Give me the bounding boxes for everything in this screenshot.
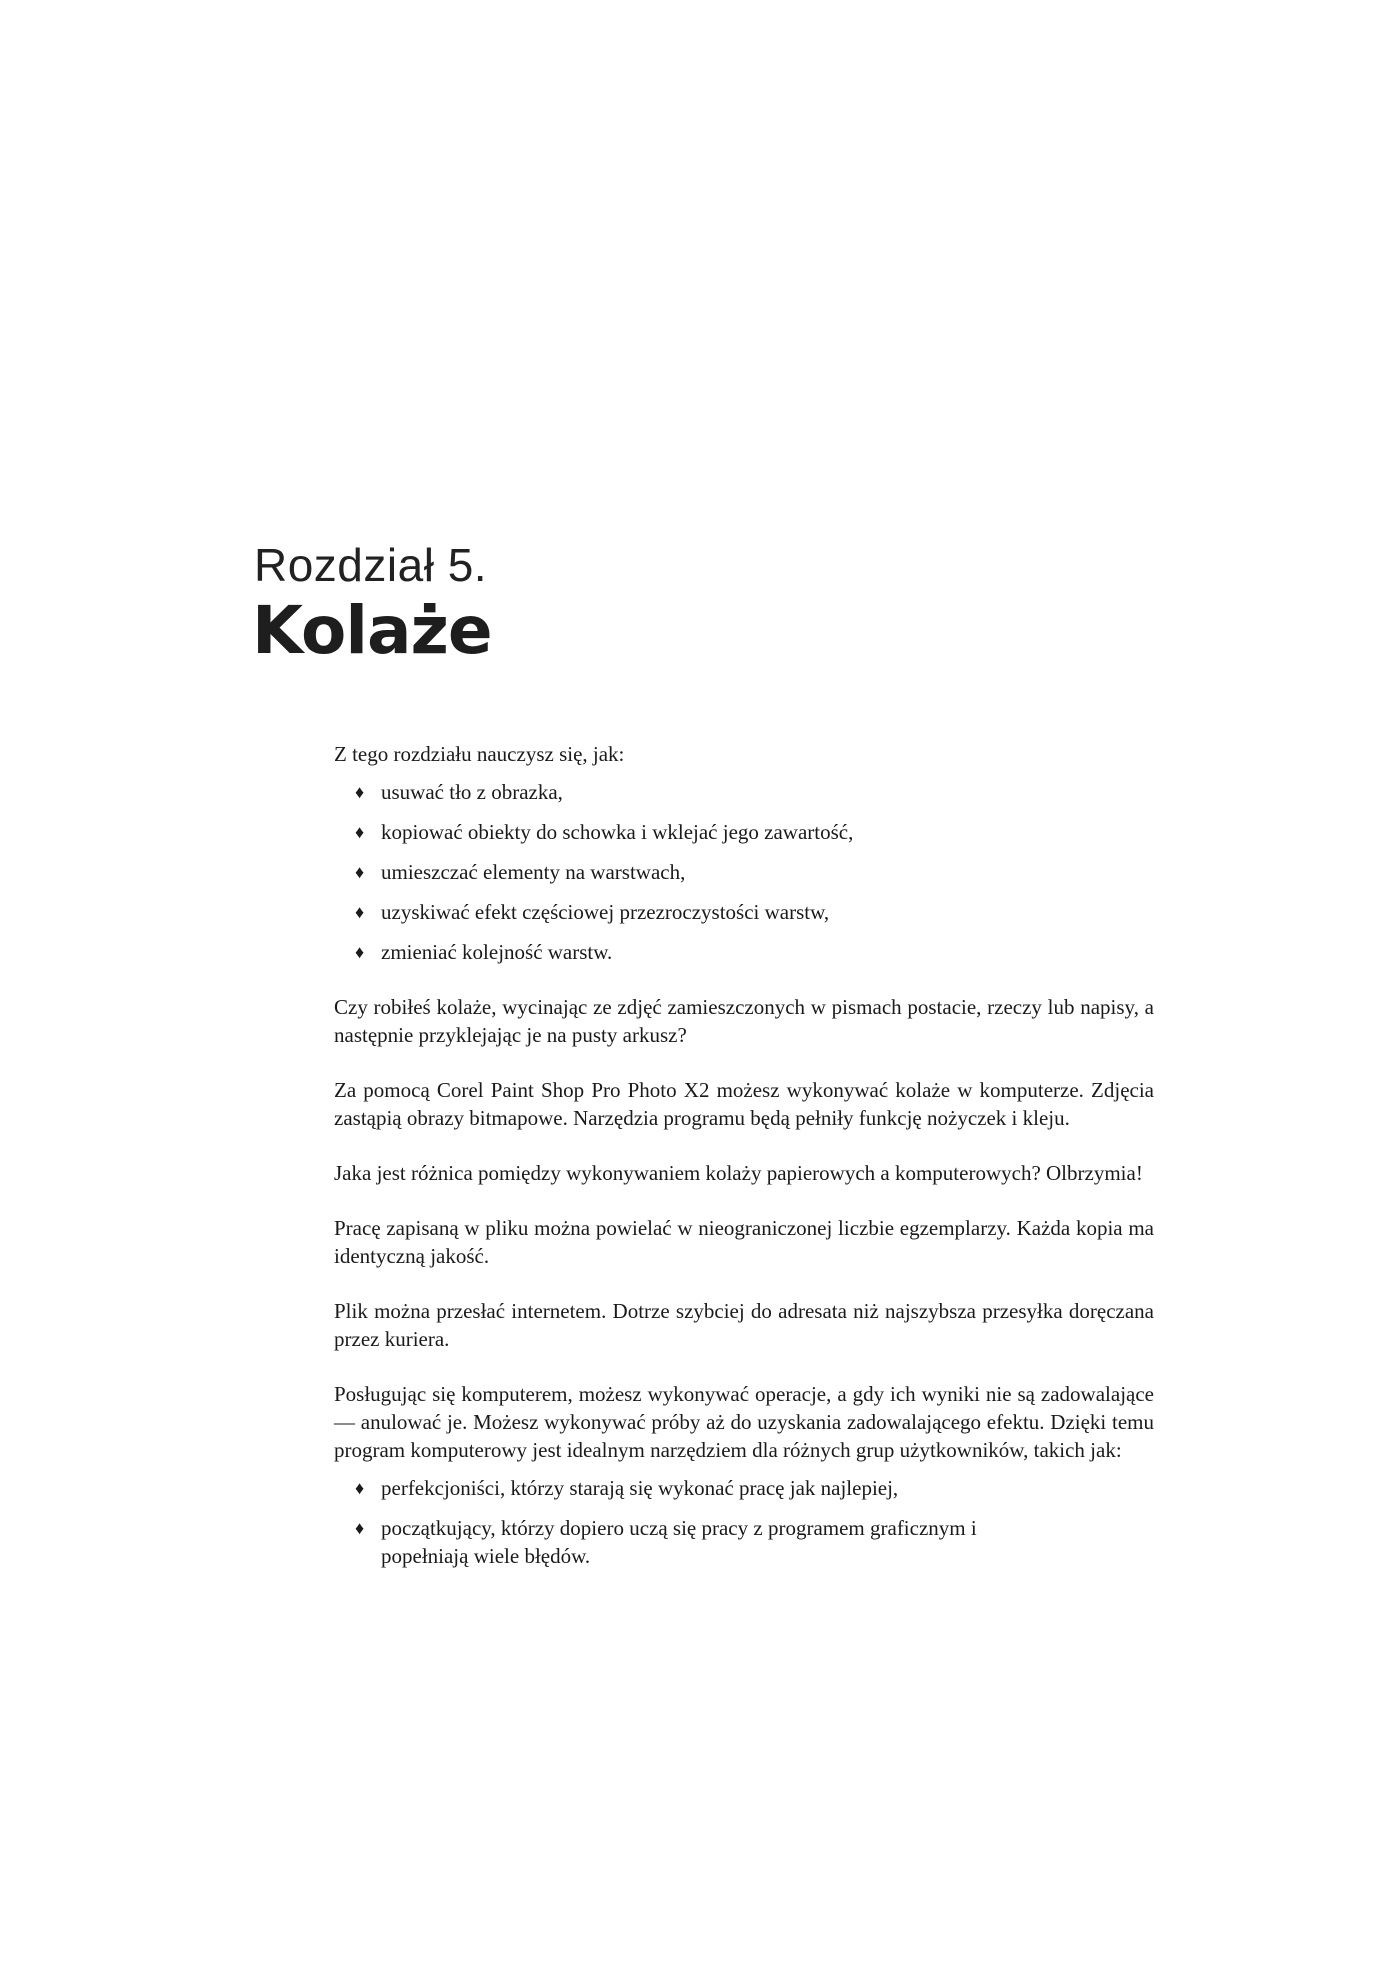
list-item-text: początkujący, którzy dopiero uczą się pracy z programem graficznym i popełniają wiele błędów. (381, 1516, 977, 1568)
diamond-bullet-icon: ♦ (355, 822, 365, 842)
list-item-text: uzyskiwać efekt częściowej przezroczystości warstw, (381, 900, 830, 924)
user-groups-list (334, 1474, 1154, 1570)
list-item (334, 1514, 1154, 1570)
intro-text: Z tego rozdziału nauczysz się, jak: (334, 742, 625, 766)
list-item (334, 1474, 1154, 1502)
diamond-bullet-icon: ♦ (355, 1518, 365, 1538)
paragraph: Za pomocą Corel Paint Shop Pro Photo X2 możesz wykonywać kolaże w komputerze. Zdjęcia zastąpią obrazy bitmapowe. Narzędzia programu będą pełniły funkcję nożyczek i kleju. (334, 1078, 1154, 1130)
chapter-body (334, 740, 1154, 1597)
diamond-bullet-icon: ♦ (355, 942, 365, 962)
diamond-bullet-icon: ♦ (355, 862, 365, 882)
list-item (334, 938, 1154, 966)
diamond-bullet-icon: ♦ (355, 1478, 365, 1498)
paragraph: Pracę zapisaną w pliku można powielać w nieograniczonej liczbie egzemplarzy. Każda kopia ma identyczną jakość. (334, 1216, 1154, 1268)
list-item (334, 898, 1154, 926)
list-item (334, 778, 1154, 806)
list-item-text: umieszczać elementy na warstwach, (381, 860, 686, 884)
list-item-text: perfekcjoniści, którzy starają się wykonać pracę jak najlepiej, (381, 1476, 899, 1500)
list-item (334, 858, 1154, 886)
list-item (334, 818, 1154, 846)
chapter-number: Rozdział 5. (254, 539, 488, 591)
learning-points-list (334, 778, 1154, 966)
paragraph: Czy robiłeś kolaże, wycinając ze zdjęć zamieszczonych w pismach postacie, rzeczy lub napisy, a następnie przyklejając je na pusty arkusz? (334, 995, 1154, 1047)
list-item-text: kopiować obiekty do schowka i wklejać jego zawartość, (381, 820, 854, 844)
paragraph: Posługując się komputerem, możesz wykonywać operacje, a gdy ich wyniki nie są zadowalające — anulować je. Możesz wykonywać próby aż do uzyskania zadowalającego efektu. Dzięki temu program komputerowy jest idealnym narzędziem dla różnych grup użytkowników, takich jak: (334, 1382, 1154, 1462)
list-item-text: usuwać tło z obrazka, (381, 780, 563, 804)
chapter-title: Kolaże (252, 592, 492, 669)
list-item-text: zmieniać kolejność warstw. (381, 940, 613, 964)
paragraph: Plik można przesłać internetem. Dotrze szybciej do adresata niż najszybsza przesyłka doręczana przez kuriera. (334, 1299, 1154, 1351)
diamond-bullet-icon: ♦ (355, 902, 365, 922)
paragraph: Jaka jest różnica pomiędzy wykonywaniem kolaży papierowych a komputerowych? Olbrzymia! (334, 1161, 1143, 1185)
diamond-bullet-icon: ♦ (355, 782, 365, 802)
